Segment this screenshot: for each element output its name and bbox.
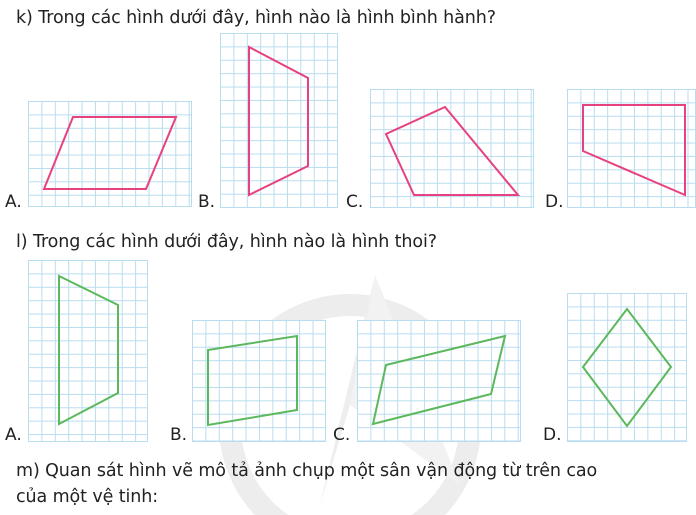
question-m-line1: m) Quan sát hình vẽ mô tả ảnh chụp một sân vận động từ trên cao bbox=[16, 461, 598, 481]
option-l-a[interactable]: A. bbox=[5, 425, 22, 445]
grid-k-c bbox=[370, 89, 534, 208]
option-l-c[interactable]: C. bbox=[333, 425, 351, 445]
shape-k-d bbox=[567, 89, 696, 208]
option-k-a[interactable]: A. bbox=[5, 192, 22, 212]
grid-l-b bbox=[192, 320, 326, 442]
shape-l-c bbox=[357, 320, 521, 442]
question-m-line2: của một vệ tinh: bbox=[16, 487, 159, 507]
grid-k-d bbox=[567, 89, 696, 208]
option-l-d[interactable]: D. bbox=[543, 425, 562, 445]
grid-l-c bbox=[357, 320, 521, 442]
grid-k-b bbox=[220, 33, 338, 208]
shape-k-c bbox=[370, 89, 534, 208]
shape-l-b bbox=[192, 320, 326, 442]
shape-k-a bbox=[28, 101, 192, 207]
shape-l-d bbox=[567, 293, 687, 442]
shape-k-b bbox=[220, 33, 338, 208]
option-k-d[interactable]: D. bbox=[545, 192, 564, 212]
grid-l-a bbox=[28, 260, 148, 442]
shape-l-a bbox=[28, 260, 148, 442]
grid-l-d bbox=[567, 293, 687, 442]
option-k-c[interactable]: C. bbox=[346, 192, 364, 212]
grid-k-a bbox=[28, 101, 192, 207]
question-k-text: k) Trong các hình dưới đây, hình nào là hình bình hành? bbox=[16, 8, 496, 28]
option-l-b[interactable]: B. bbox=[170, 425, 188, 445]
option-k-b[interactable]: B. bbox=[198, 192, 216, 212]
question-l-text: l) Trong các hình dưới đây, hình nào là hình thoi? bbox=[16, 232, 437, 252]
